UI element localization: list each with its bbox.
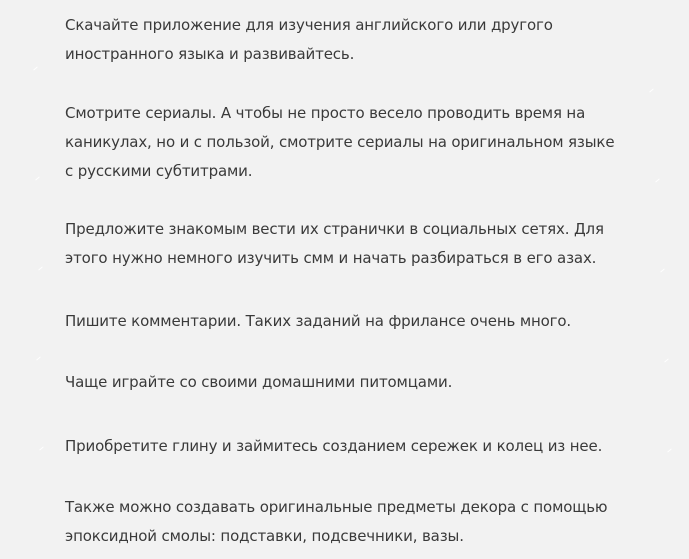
tip-paragraph: Смотрите сериалы. А чтобы не просто весело проводить время на каникулах, но и с пользой, смотрите сериалы на оригинальном языке с русскими субтитрами. (65, 104, 615, 180)
background-mark (667, 449, 671, 453)
tip-paragraph: Также можно создавать оригинальные предметы декора с помощью эпоксидной смолы: подставки, подсвечники, вазы. (65, 498, 608, 545)
background-mark (35, 177, 39, 181)
background-mark (660, 269, 664, 273)
tip-paragraph: Приобретите глину и займитесь созданием сережек и колец из нее. (65, 437, 603, 455)
background-mark (664, 359, 668, 363)
background-mark (39, 447, 43, 451)
background-mark (655, 179, 659, 183)
tip-paragraph: Предложите знакомым вести их странички в социальных сетях. Для этого нужно немного изучить смм и начать разбираться в его азах. (65, 220, 604, 267)
background-mark (649, 89, 653, 93)
tip-paragraph: Чаще играйте со своими домашними питомцами. (65, 373, 453, 391)
background-mark (33, 67, 37, 71)
background-mark (36, 357, 40, 361)
background-mark (38, 267, 42, 271)
tip-paragraph: Пишите комментарии. Таких заданий на фрилансе очень много. (65, 312, 572, 330)
tip-paragraph: Скачайте приложение для изучения английского или другого иностранного языка и развивайтесь. (65, 16, 553, 63)
